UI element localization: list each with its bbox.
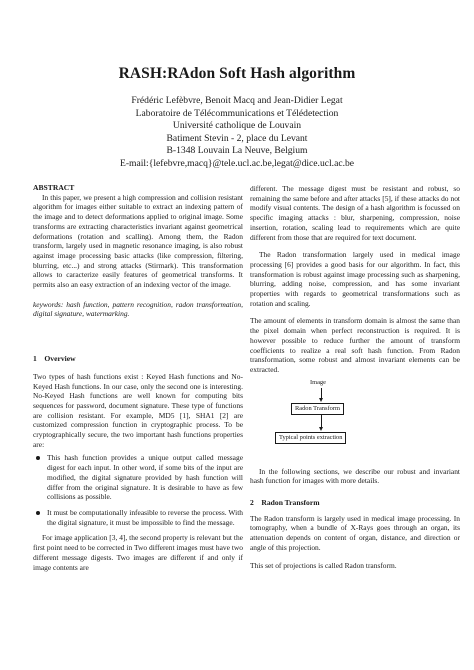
section-1-paragraph-2: For image application [3, 4], the second property is relevant but the first point need to be corrected in Two different images must have two different message digests. Two images are different if and only if image contents are: [33, 533, 243, 572]
affiliation-lab: Laboratoire de Télécommunications et Télédetection: [135, 107, 339, 119]
author-emails: E-mail:{lefebvre,macq}@tele.ucl.ac.be,legat@dice.ucl.ac.be: [119, 157, 355, 169]
arrow-down-icon: [319, 398, 323, 402]
section-1-heading: 1 Overview: [33, 354, 76, 364]
section-2-paragraph-1: The Radon transform is largely used in medical image processing. In tomography, when a bundle of X-Rays goes through an organ, its attenuation depends on content of organ, distance, and direction or angle of this projection.: [250, 513, 460, 552]
figure-connector: [321, 414, 322, 428]
section-2-paragraph-2: This set of projections is called Radon transform.: [250, 560, 397, 570]
arrow-down-icon: [319, 427, 323, 431]
author-names: Frédéric Lefèbvre, Benoit Macq and Jean-Didier Legat: [131, 95, 343, 106]
figure-input-label: Image: [310, 378, 326, 386]
section-2-heading: 2 Radon Transform: [250, 498, 320, 508]
right-column: [250, 184, 460, 570]
figure-box-radon-transform: Radon Transform: [291, 403, 344, 415]
author-block: [0, 95, 474, 171]
right-paragraph-2: The Radon transformation largely used in medical image processing [6] provides a good basis for our algorithm. In fact, this transformation is robust against image processing such as sharpening, blurring, adding noise, compression, and has some invariant properties with regards to geometrical transformations such as rotation and scaling.: [250, 250, 460, 308]
right-paragraph-4: In the following sections, we describe our robust and invariant hash function for images with more details.: [250, 466, 460, 486]
left-column: [33, 183, 243, 572]
list-item: [33, 508, 243, 527]
right-paragraph-1: different. The message digest must be resistant and robust, so remaining the same before and after attacks [5], if these attacks do not modify visual contents. The design of a hash algorithm is focussed on specific imaging attacks : blur, sharpening, compression, noise insertion, rotation, scaling lead to requirements which are quite different from those that are required for text document.: [250, 184, 460, 242]
pipeline-figure: [250, 379, 460, 461]
keywords: keywords: hash function, pattern recognition, radon transformation, digital signature, watermarking.: [33, 299, 243, 319]
abstract-heading: ABSTRACT: [33, 183, 75, 192]
list-item: [33, 453, 243, 502]
affiliation-university: Université catholique de Louvain: [172, 120, 302, 132]
affiliation-building: Batiment Stevin - 2, place du Levant: [166, 132, 308, 144]
right-paragraph-3: The amount of elements in transform domain is almost the same than the pixel domain when perfect reconstruction is required. It is however possible to reduce further the amount of transform coefficients to realize a real soft hash function. From Radon transformation, some robust and almost invariant elements can be extracted.: [250, 316, 460, 374]
figure-box-typical-points: Typical points extraction: [275, 432, 346, 444]
paper-title: RASH:RAdon Soft Hash algorithm: [118, 65, 356, 82]
bullet-icon: [36, 511, 40, 515]
list-item-text: This hash function provides a unique output called message digest for each input. In other word, if some bits of the input are modified, the digital signature provided by hash function will differ from the original signature. It is desirable to have as few collisions as possible.: [47, 453, 243, 502]
bullet-icon: [36, 456, 40, 460]
list-item-text: It must be computationally infeasible to reverse the process. With the digital signature, it must be impossible to find the message.: [47, 507, 243, 527]
affiliation-city: B-1348 Louvain La Neuve, Belgium: [166, 145, 308, 157]
section-1-paragraph-1: Two types of hash functions exist : Keyed Hash functions and No-Keyed Hash functions. In our case, only the second one is interesting. No-Keyed Hash functions are well known for computing bits sequences for password, document signature. These type of functions are collision resistant. For example, MD5 [1], SHA1 [2] are customized compression function in cryptographic process. To be cryptographically secure, the two important hash functions properties are:: [33, 371, 243, 449]
abstract-body: In this paper, we present a high compression and collision resistant algorithm for images either suitable to extract an indexing pattern of the image and to detect deformations applied to original image. Some transforms are extracting characteristics invariant against geometrical deformations (rotation and scalling). Among them, the Radon transform, largely used in magnetic resonance imaging, is also robust against image processing basic attacks (like compression, filtering, blurring, etc...) and strong attacks (Stirmark). This transformation allows to caracterize easily features of geometrical transforms. It permits also an easy extraction of an indexing vector of the image.: [33, 192, 243, 290]
hash-properties-list: [33, 453, 243, 527]
